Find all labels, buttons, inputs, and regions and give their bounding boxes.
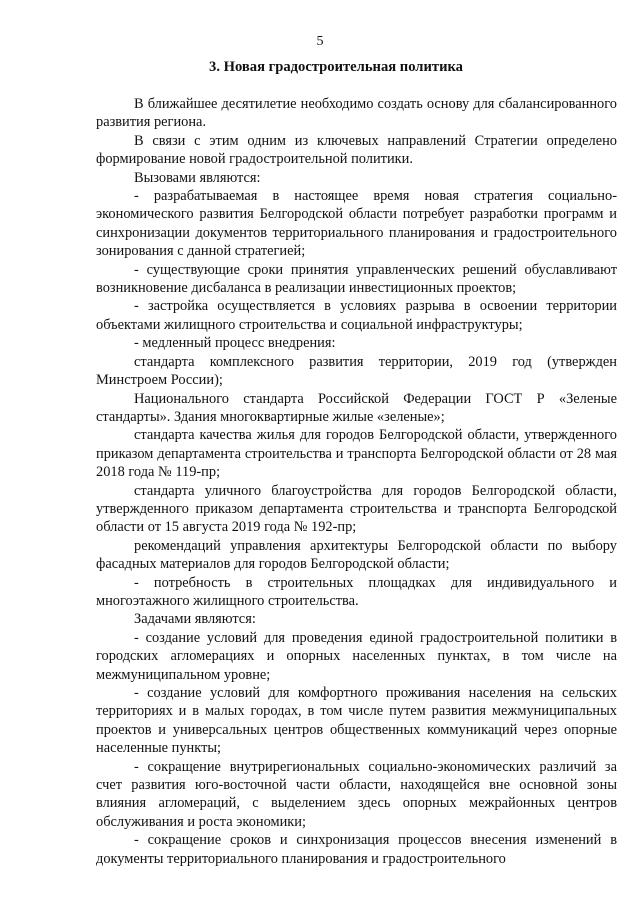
paragraph: рекомендаций управления архитектуры Белгородской области по выбору фасадных материалов для городов Белгородской области; [96,537,617,573]
page-number: 5 [316,34,324,49]
paragraph: - разрабатываемая в настоящее время новая стратегия социально-экономического развития Белгородской области потребует разработки программ и синхронизации документов территориального планирования и градостроительного зонирования с данной стратегией; [96,188,617,260]
document-body [96,95,617,868]
section-heading: 3. Новая градостроительная политика [209,59,463,75]
paragraph: Национального стандарта Российской Федерации ГОСТ Р «Зеленые стандарты». Здания многоквартирные жилые «зеленые»; [96,390,617,425]
paragraph: - потребность в строительных площадках для индивидуального и многоэтажного жилищного строительства. [96,574,617,609]
paragraph: - создание условий для комфортного проживания населения на сельских территориях и в малых городах, в том числе путем развития межмуниципальных проектов и универсальных центров общественных коммуникаций через опорные населенные пункты; [96,685,617,757]
paragraph: - сокращение сроков и синхронизация процессов внесения изменений в документы территориального планирования и градостроительного [96,832,617,867]
paragraph: - застройка осуществляется в условиях разрыва в освоении территории объектами жилищного строительства и социальной инфраструктуры; [96,298,617,333]
paragraph: В связи с этим одним из ключевых направлений Стратегии определено формирование новой градостроительной политики. [96,132,617,168]
paragraph: - существующие сроки принятия управленческих решений обуславливают возникновение дисбаланса в реализации инвестиционных проектов; [96,261,617,297]
paragraph: Вызовами являются: [134,169,261,186]
paragraph: - создание условий для проведения единой градостроительной политики в городских агломерациях и опорных населенных пунктах, в том числе на межмуниципальном уровне; [96,629,617,683]
paragraph: - сокращение внутрирегиональных социально-экономических различий за счет развития юго-восточной части области, находящейся вне основной зоны влияния агломераций, с выделением здесь опорных межрайонных центров обслуживания и роста экономики; [96,758,617,830]
paragraph: В ближайшее десятилетие необходимо создать основу для сбалансированного развития региона. [96,96,617,131]
paragraph: стандарта комплексного развития территории, 2019 год (утвержден Минстроем России); [96,353,617,389]
paragraph: стандарта уличного благоустройства для городов Белгородской области, утвержденного приказом департамента строительства и транспорта Белгородской области от 15 августа 2019 года № 192-пр; [96,482,617,536]
paragraph: - медленный процесс внедрения: [134,335,336,352]
paragraph: стандарта качества жилья для городов Белгородской области, утвержденного приказом департамента строительства и транспорта Белгородской области от 28 мая 2018 года № 119-пр; [96,427,617,481]
paragraph: Задачами являются: [134,611,256,628]
